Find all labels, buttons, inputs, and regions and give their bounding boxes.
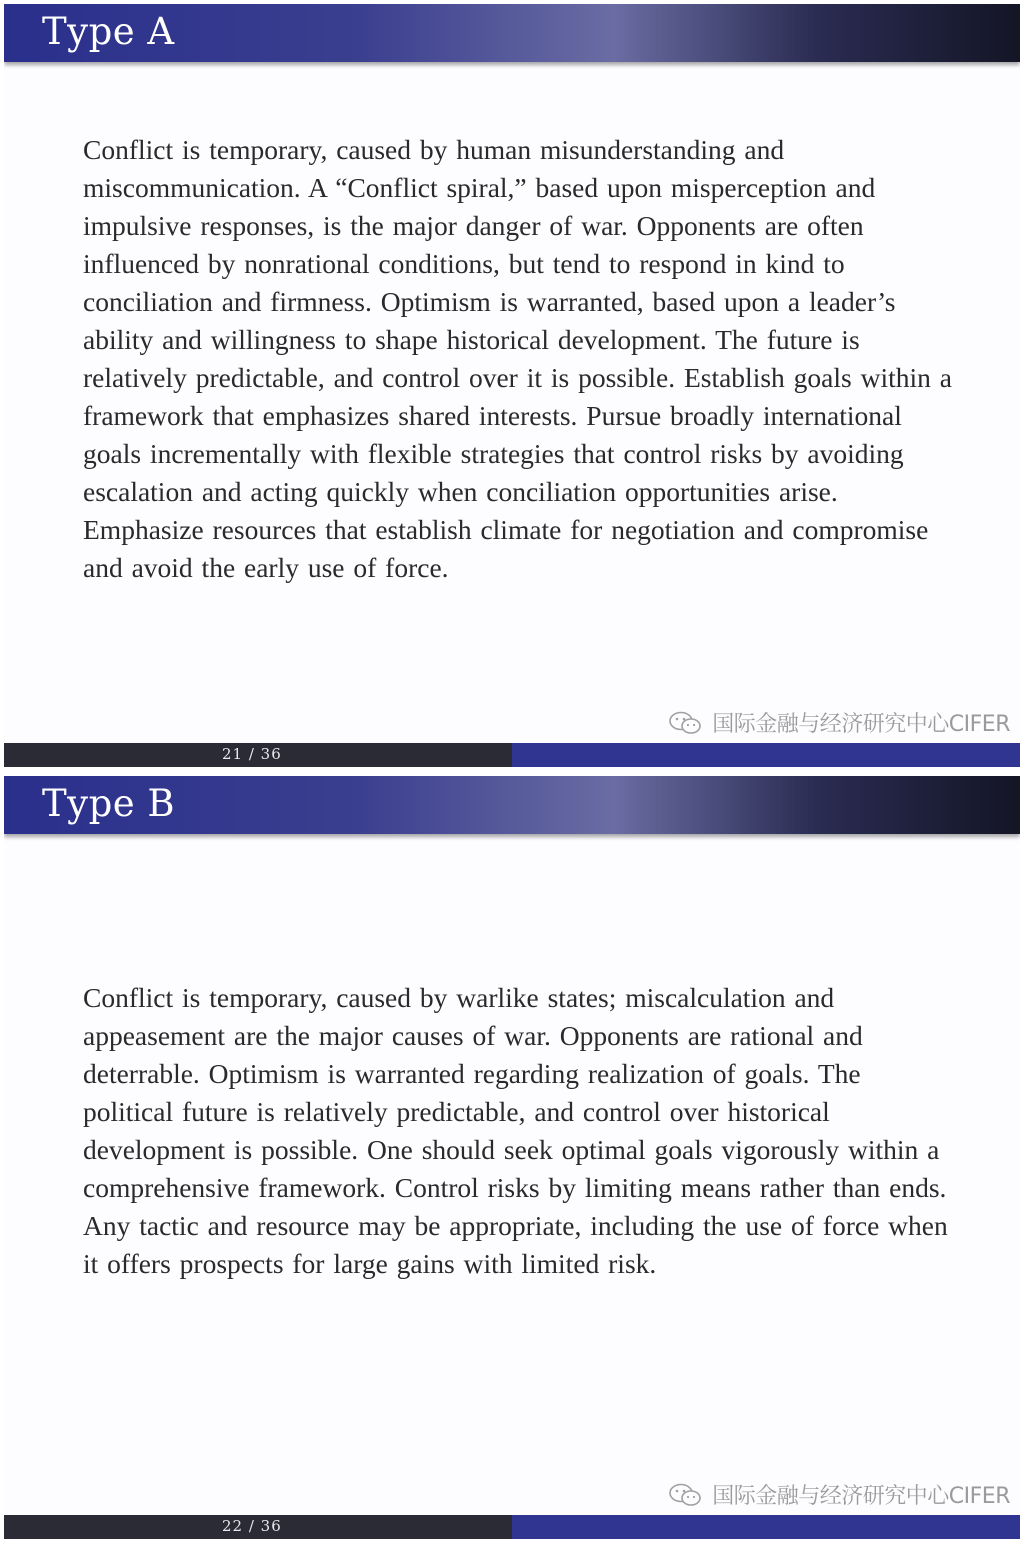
slide-body-text: Conflict is temporary, caused by human misunderstanding and miscommunication. A “Conflict spiral,” based upon misperception and impulsive responses, is the major danger of war. Opponents are often influenced by nonrational conditions, but tend to respond in kind to conciliation and firmness. Optimism is warranted, based upon a leader’s ability and willingness to shape historical development. The future is relatively predictable, and control over it is possible. Establish goals within a framework that emphasizes shared interests. Pursue broadly international goals incrementally with flexible strategies that control risks by avoiding escalation and acting quickly when conciliation opportunities arise. Emphasize resources that establish climate for negotiation and compromise and avoid the early use of force.	[83, 134, 952, 583]
slide-title-bar	[4, 4, 1020, 62]
footer-left-panel	[4, 1515, 512, 1539]
watermark-text: 国际金融与经济研究中心CIFER	[712, 712, 1010, 737]
slide-title: Type A	[42, 10, 175, 53]
watermark	[668, 1479, 1010, 1510]
slide-title-bar	[4, 776, 1020, 834]
footer-left-panel	[4, 743, 512, 767]
slide-footer	[4, 743, 1020, 767]
slide-footer	[4, 1515, 1020, 1539]
slide-type-b	[4, 776, 1020, 1539]
page-number: 21 / 36	[222, 745, 282, 763]
wechat-icon	[668, 1483, 704, 1507]
wechat-icon	[668, 711, 704, 735]
watermark-text: 国际金融与经济研究中心CIFER	[712, 1484, 1010, 1509]
slide-body-text: Conflict is temporary, caused by warlike states; miscalculation and appeasement are the major causes of war. Opponents are rational and deterrable. Optimism is warranted regarding realization of goals. The political future is relatively predictable, and control over historical development is possible. One should seek optimal goals vigorously within a comprehensive framework. Control risks by limiting means rather than ends. Any tactic and resource may be appropriate, including the use of force when it offers prospects for large gains with limited risk.	[83, 982, 948, 1279]
footer-right-panel	[512, 743, 1020, 767]
page-number: 22 / 36	[222, 1517, 282, 1535]
slide-type-a	[4, 4, 1020, 767]
slide-title: Type B	[42, 782, 176, 825]
footer-right-panel	[512, 1515, 1020, 1539]
watermark	[668, 707, 1010, 738]
